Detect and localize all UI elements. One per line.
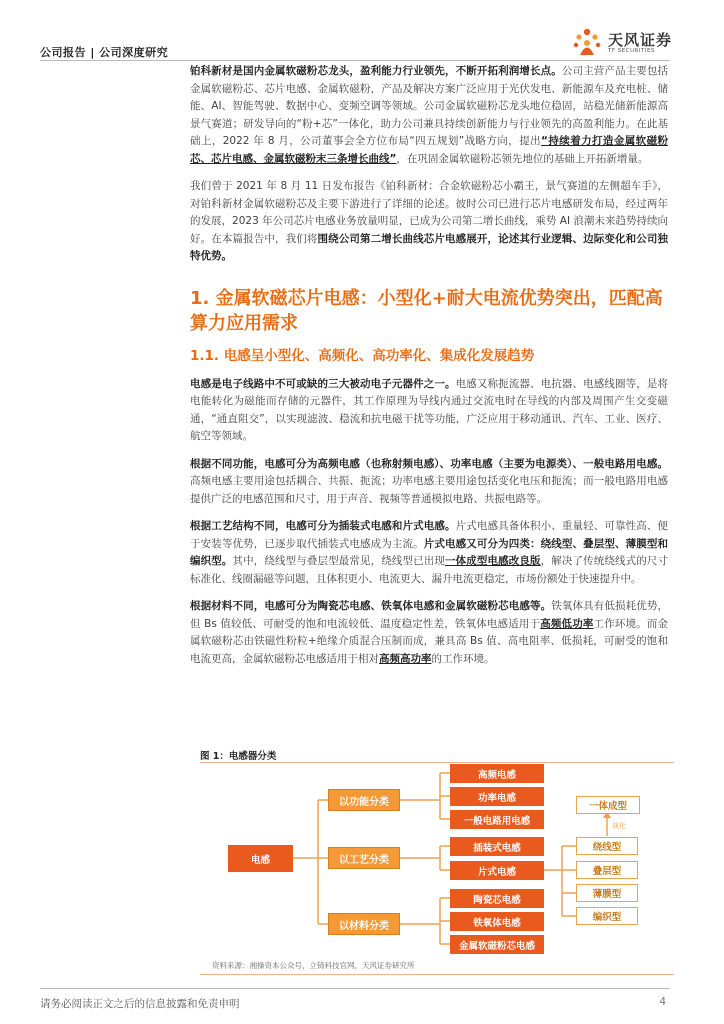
section-paragraph-2 — [190, 456, 668, 509]
diagram-item-high-freq: 高频电感 — [450, 764, 544, 783]
diagram-chip-thinfilm: 薄膜型 — [576, 884, 638, 902]
diagram-item-chip: 片式电感 — [450, 861, 544, 880]
s4-body3: 的工作环境。 — [431, 652, 495, 665]
report-category: 公司报告 | 公司深度研究 — [40, 46, 169, 59]
logo-text-en: TF SECURITIES — [608, 48, 655, 54]
s3-body3: ，解决了传统绕线式的尺寸标准化、线圈漏磁等问题，且体积更小、电流更大、漏升电流更稳定，市场份额处于快速提升中。 — [190, 555, 668, 585]
diagram-group-function: 以功能分类 — [328, 789, 400, 811]
section-paragraph-3 — [190, 518, 668, 588]
footer-disclaimer: 请务必阅读正文之后的信息披露和免责申明 — [40, 998, 240, 1010]
header-divider — [40, 60, 670, 61]
s1-lead: 电感是电子线路中不可或缺的三大被动电子元器件之一。 — [190, 377, 456, 390]
diagram-group-material: 以材料分类 — [328, 913, 400, 935]
intro2-emphasis: 围绕公司第二增长曲线芯片电感展开，论述其行业逻辑、边际变化和公司独特优势。 — [190, 232, 668, 262]
s2-body: 高频电感主要用途包括耦合、共振、扼流；功率电感主要用途包括变化电压和扼流；而一般电路用电感提供广泛的电感范围和尺寸，用于声音、视频等普通模拟电路、共振电路等。 — [190, 475, 668, 505]
s3-lead: 根据工艺结构不同，电感可分为插装式电感和片式电感。 — [190, 520, 456, 532]
diagram-evolved-molded: 一体成型 — [576, 796, 640, 814]
intro-body: 公司主营产品主要包括金属软磁粉芯、芯片电感、金属软磁粉，产品及解决方案广泛应用于光伏发电、新能源车及充电桩、储能、AI、智能驾驶、数据中心、变频空调等领域。公司金属软磁粉芯龙头地位稳固，站稳光储新能源高景气赛道；研发导向的“粉+芯”一体化，助力公司兼具持续创新能力与行业领先的高盈利能力。在此基础上，2022 年 8 月，公司董事会全方位布局“四五规划”战略方向，提出 — [190, 65, 668, 147]
diagram-item-general: 一般电路用电感 — [450, 810, 544, 829]
intro2-body: 我们曾于 2021 年 8 月 11 日发布报告《铂科新材：合金软磁粉芯小霸王，景气赛道的左侧超车手》，对铂科新材金属软磁粉芯及主要下游进行了详细的论述。彼时公司已进行芯片电感研发布局，经过两年的发展，2023 年公司芯片电感业务放量明显，已成为公司第二增长曲线，乘势 AI 浪潮未来趋势持续向好。在本篇报告中，我们将 — [190, 180, 668, 245]
diagram-item-ceramic: 陶瓷芯电感 — [450, 889, 544, 908]
section-paragraph-4 — [190, 598, 668, 668]
s2-lead: 根据不同功能，电感可分为高频电感（也称射频电感）、功率电感（主要为电源类）、一般电路用电感。 — [190, 457, 668, 470]
figure-source: 资料来源：湘操资本公众号，立锜科技官网，天风证券研究所 — [212, 961, 415, 970]
intro-lead: 铂科新材是国内金属软磁粉芯龙头，盈利能力行业领先，不断开拓利润增长点。 — [190, 65, 562, 77]
figure-bottom-rule — [200, 974, 674, 975]
s4-underline-2: 高频高功率 — [379, 652, 432, 665]
diagram-root-inductor: 电感 — [228, 845, 293, 872]
s3-underline: 一体成型电感改良版 — [445, 555, 541, 567]
section-heading-1: 1. 金属软磁芯片电感：小型化+耐大电流优势突出，匹配高算力应用需求 — [190, 287, 663, 334]
s3-body2: 其中，绕线型与叠层型最常见，绕线型已出现 — [232, 555, 445, 567]
diagram-item-power: 功率电感 — [450, 787, 544, 806]
footer-divider — [40, 988, 670, 989]
intro-emphasis: “持续着力打造金属软磁粉芯、芯片电感、金属软磁粉末三条增长曲线” — [190, 135, 668, 165]
logo-text-cn: 天风证券 — [608, 31, 673, 49]
company-logo — [570, 26, 680, 58]
s1-body: 电感又称扼流器、电抗器、电感线圈等，是将电能转化为磁能而存储的元器件，其工作原理为导线内通过交流电时在导线的内部及周围产生交变磁通，“通直阻交”，以实现滤波、稳流和抗电磁干扰等功能，广泛应用于移动通讯、汽车、工业、医疗、航空等领域。 — [190, 377, 668, 442]
s4-underline-1: 高频低功率 — [540, 617, 594, 630]
section-heading-1-1: 1.1. 电感呈小型化、高频化、高功率化、集成化发展趋势 — [190, 347, 535, 364]
s4-lead: 根据材料不同，电感可分为陶瓷芯电感、铁氧体电感和金属软磁粉芯电感等。 — [190, 600, 552, 612]
diagram-evolve-label: 演化 — [612, 822, 626, 830]
report-body — [190, 63, 668, 678]
s3-body1: 片式电感具备体积小、重量轻、可靠性高、便于安装等优势，已逐步取代插装式电感成为主流。 — [190, 520, 668, 550]
s3-emphasis: 片式电感又可分为四类：绕线型、叠层型、薄膜型和编织型。 — [190, 537, 668, 567]
intro-paragraph-2 — [190, 178, 668, 266]
s4-body2: 工作环境。而金属软磁粉芯由铁磁性粉粒+绝缘介质混合压制而成，兼具高 Bs 值、高电阻率、低损耗，可耐受的饱和电流更高，金属软磁粉芯电感适用于相对 — [190, 617, 668, 665]
diagram-item-metal-powder: 金属软磁粉芯电感 — [450, 935, 544, 954]
diagram-chip-multilayer: 叠层型 — [576, 861, 638, 879]
intro-paragraph-1 — [190, 63, 668, 168]
section-paragraph-1 — [190, 376, 668, 446]
intro-tail: ，在巩固金属软磁粉芯领先地位的基础上开拓新增量。 — [396, 152, 649, 165]
s4-body1: 铁氧体具有低损耗优势，但 Bs 值较低、可耐受的饱和电流较低、温度稳定性差，铁氧体电感适用于 — [190, 600, 668, 630]
inductor-classification-diagram — [200, 764, 674, 960]
diagram-group-process: 以工艺分类 — [328, 847, 400, 869]
diagram-chip-woven: 编织型 — [576, 907, 638, 925]
diagram-item-plugin: 插装式电感 — [450, 837, 544, 856]
diagram-item-ferrite: 铁氧体电感 — [450, 912, 544, 931]
diagram-chip-wound: 绕线型 — [576, 837, 638, 855]
figure-title: 图 1：电感器分类 — [200, 751, 277, 762]
tf-logo-icon — [570, 26, 604, 60]
page-number: 4 — [659, 996, 666, 1008]
figure-top-rule — [200, 762, 674, 763]
